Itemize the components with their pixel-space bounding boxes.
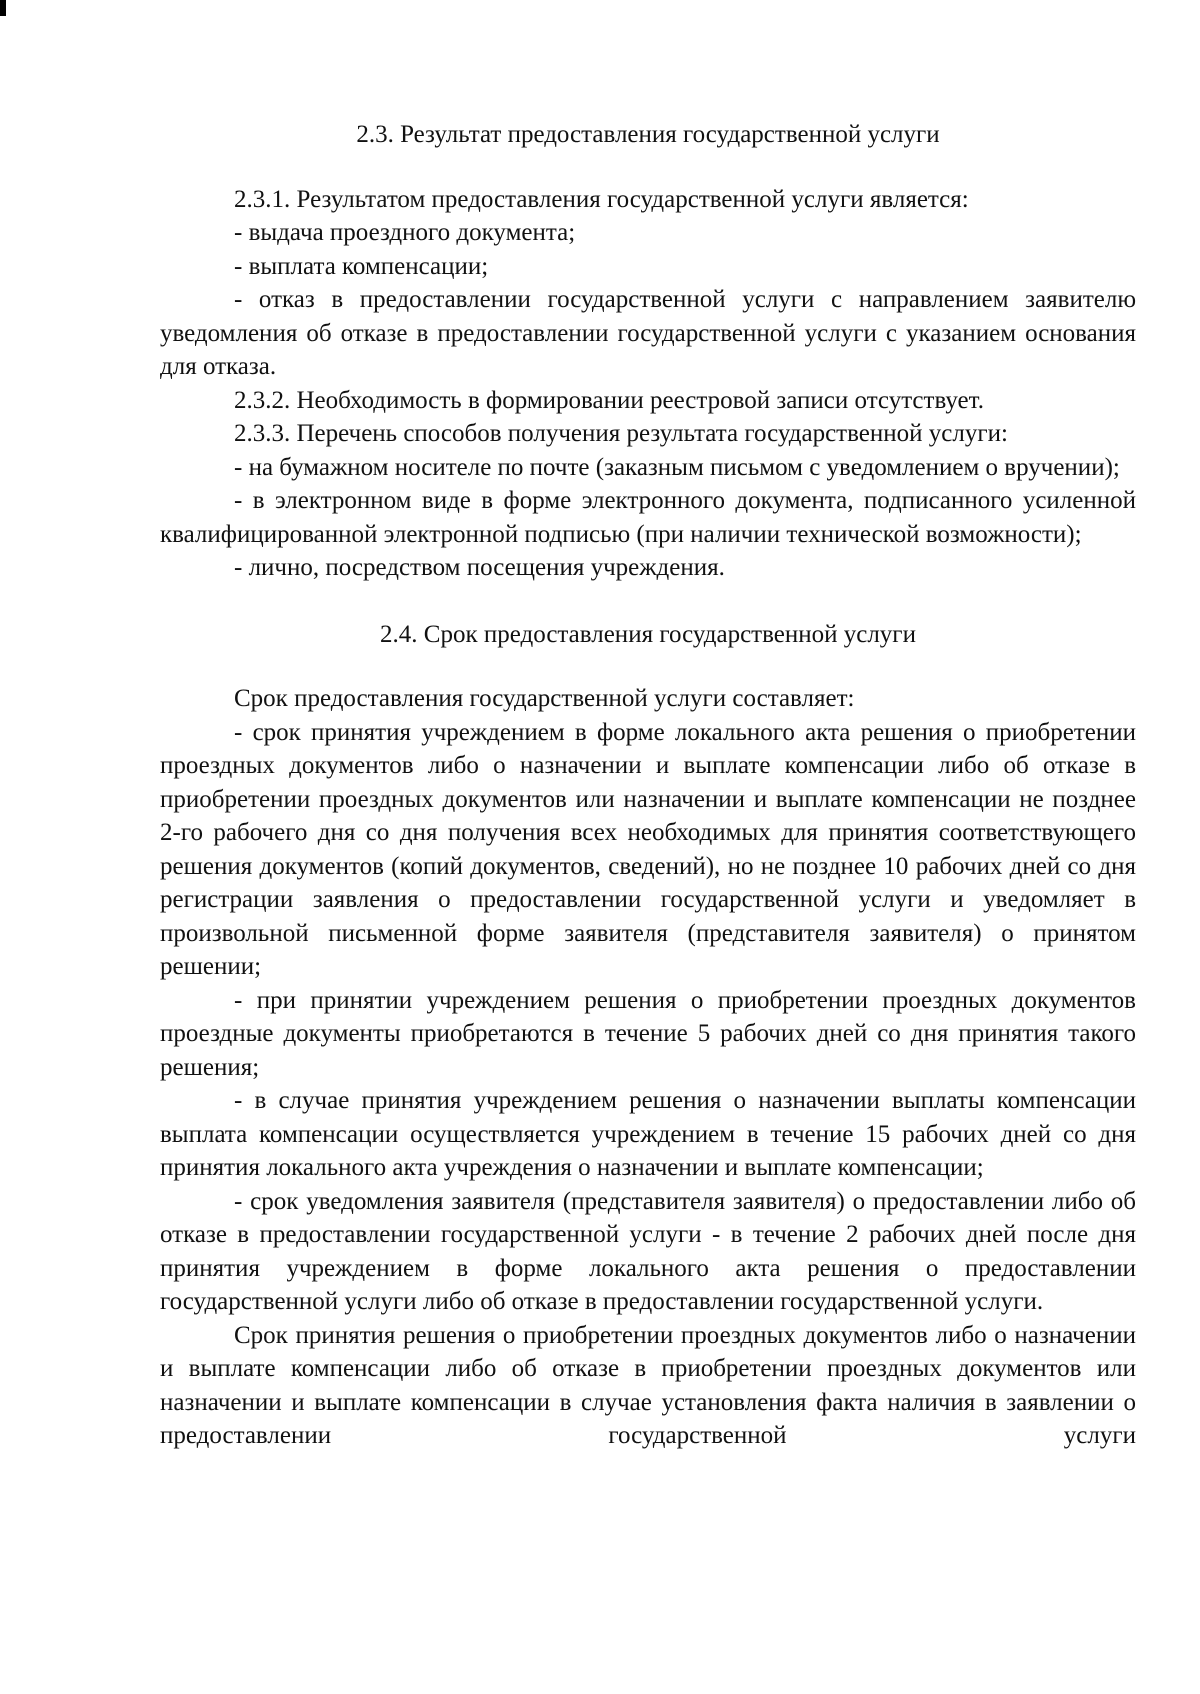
paragraph-2-3-3: 2.3.3. Перечень способов получения результата государственной услуги: [234, 420, 1008, 447]
list-item-refusal: - отказ в предоставлении государственной услуги с направлением заявителю уведомления об отказе в предоставлении государственной услуги с указанием основания для отказа. [160, 286, 1136, 380]
list-item-ticket-purchase: - при принятии учреждением решения о приобретении проездных документов проездные документы приобретаются в течение 5 рабочих дней со дня принятия такого решения; [160, 986, 1136, 1081]
list-item-electronic: - в электронном виде в форме электронного документа, подписанного усиленной квалифицированной электронной подписью (при наличии технической возможности); [160, 487, 1136, 548]
list-item-notification: - срок уведомления заявителя (представителя заявителя) о предоставлении либо об отказе в предоставлении государственной услуги - в течение 2 рабочих дней после дня принятия учреждением в форме локального акта решения о предоставлении государственной услуги либо об отказе в предоставлении государственной услуги. [160, 1187, 1136, 1315]
scan-corner-mark [0, 0, 6, 16]
list-item-personal: - лично, посредством посещения учреждения. [234, 554, 725, 581]
section-heading-2-3: 2.3. Результат предоставления государственной услуги [356, 121, 940, 148]
paragraph-term-intro: Срок предоставления государственной услуги составляет: [234, 685, 855, 712]
list-item-paper: - на бумажном носителе по почте (заказным письмом с уведомлением о вручении); [234, 453, 1120, 481]
document-body [160, 118, 1136, 1453]
list-item-decision-term: - срок принятия учреждением в форме локального акта решения о приобретении проездных документов либо о назначении и выплате компенсации либо об отказе в приобретении проездных документов или назначении и выплате компенсации не позднее 2-го рабочего дня со дня получения всех необходимых для принятия соответствующего решения документов (копий документов, сведений), но не позднее 10 рабочих дней со дня регистрации заявления о предоставлении государственной услуги и уведомляет в произвольной письменной форме заявителя (представителя заявителя) о принятом решении; [160, 718, 1136, 980]
section-heading-2-4: 2.4. Срок предоставления государственной услуги [380, 620, 916, 648]
list-item-compensation: - выплата компенсации; [234, 252, 489, 280]
paragraph-2-3-1: 2.3.1. Результатом предоставления государственной услуги является: [234, 185, 969, 213]
paragraph-decision-term-continued: Срок принятия решения о приобретении проездных документов либо о назначении и выплате компенсации либо об отказе в приобретении проездных документов или назначении и выплате компенсации в случае установления факта наличия в заявлении о предоставлении государственной услуги [160, 1321, 1136, 1449]
paragraph-2-3-2: 2.3.2. Необходимость в формировании реестровой записи отсутствует. [234, 386, 984, 414]
list-item-compensation-payment: - в случае принятия учреждением решения о назначении выплаты компенсации выплата компенсации осуществляется учреждением в течение 15 рабочих дней со дня принятия локального акта учреждения о назначении и выплате компенсации; [160, 1087, 1136, 1181]
list-item-ticket: - выдача проездного документа; [234, 219, 576, 246]
